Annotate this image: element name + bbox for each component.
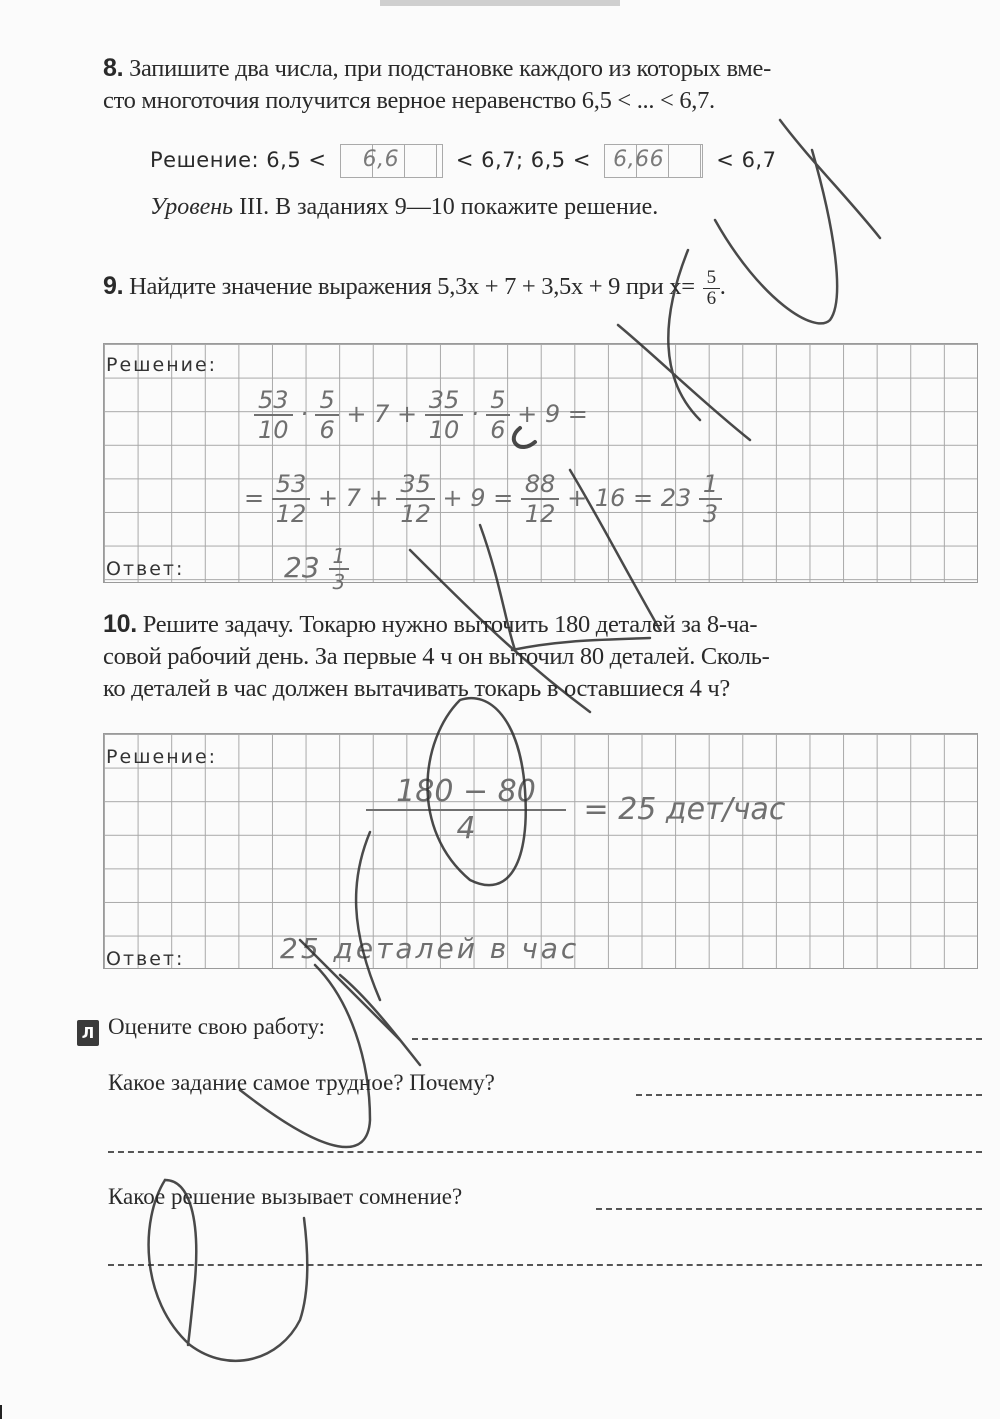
- handwritten-work: $\frac{180 - 80}{4}$ = 25 дет/час: [366, 774, 785, 846]
- task-text-line: Решите задачу. Токарю нужно выточить 180 деталей за 8-ча-: [142, 611, 758, 638]
- level-heading: [150, 194, 658, 221]
- task-text: Найдите значение выражения 5,3x + 7 + 3,5x + 9 при x=: [129, 273, 695, 301]
- level-text: III. В заданиях 9—10 покажите решение.: [239, 194, 659, 220]
- handwritten-answer-2: 6,66: [613, 147, 665, 172]
- task-text-line: сто многоточия получится верное неравенство 6,5 < ... < 6,7.: [103, 87, 715, 114]
- answer-line-4[interactable]: [596, 1208, 982, 1210]
- answer-line-1[interactable]: [412, 1038, 982, 1040]
- handwritten-work-line-2: = $\frac{53}{12}$ + 7 + $\frac{35}{12}$ + 9 = $\frac{88}{12}$ + 16 = 23 $\frac{1}{3}$: [244, 470, 722, 528]
- inequality-middle: < 6,7; 6,5 <: [455, 148, 591, 172]
- level-label: Уровень: [150, 194, 234, 220]
- answer-line-2[interactable]: [636, 1094, 982, 1096]
- task-text-line: совой рабочий день. За первые 4 ч он выточил 80 деталей. Сколь-: [103, 643, 770, 670]
- reflection-question-1: Оцените свою работу:: [108, 1014, 326, 1039]
- answer-label: Ответ:: [106, 948, 185, 970]
- answer-box-1[interactable]: [340, 144, 443, 178]
- reflection-question-2: Какое задание самое трудное? Почему?: [108, 1070, 495, 1095]
- task-8-statement: [103, 52, 983, 117]
- task-8-solution: [150, 144, 776, 178]
- task-number: 9.: [103, 272, 124, 301]
- answer-line-5[interactable]: [108, 1264, 982, 1266]
- solution-label: Решение:: [106, 746, 218, 768]
- handwritten-answer: 25 деталей в час: [280, 932, 580, 965]
- answer-line-3[interactable]: [108, 1151, 982, 1153]
- scan-top-edge: [380, 0, 620, 6]
- task-number: 8.: [103, 54, 124, 82]
- handwritten-work-line-1: $\frac{53}{10}$ · $\frac{5}{6}$ + 7 + $\frac{35}{10}$ · $\frac{5}{6}$ + 9 =: [254, 386, 588, 444]
- answer-label: Ответ:: [106, 558, 185, 580]
- task-10-statement: [103, 608, 983, 705]
- inequality-right: < 6,7: [716, 148, 777, 172]
- handwritten-answer: 23 $\frac{1}{3}$: [284, 544, 349, 594]
- inequality-left: 6,5 <: [266, 148, 327, 172]
- reflection-question-3: Какое решение вызывает сомнение?: [108, 1184, 463, 1209]
- task-text-line: Запишите два числа, при подстановке каждого из которых вме-: [129, 55, 771, 82]
- task-number: 10.: [103, 610, 137, 638]
- self-assessment-icon: Л: [77, 1020, 99, 1046]
- handwritten-answer-1: 6,6: [362, 147, 400, 172]
- x-value-fraction: $\frac{5}{6}$: [703, 268, 720, 309]
- task-10-solution-grid[interactable]: [103, 733, 978, 969]
- solution-label: Решение:: [150, 148, 260, 172]
- answer-box-2[interactable]: [604, 144, 703, 178]
- task-text-line: ко деталей в час должен вытачивать токарь в оставшиеся 4 ч?: [103, 675, 730, 702]
- task-9-solution-grid[interactable]: [103, 343, 978, 594]
- solution-label: Решение:: [106, 354, 218, 376]
- task-9-statement: 9. Найдите значение выражения 5,3x + 7 + 3,5x + 9 при x= $\frac{5}{6}$ .: [103, 267, 726, 309]
- scan-edge-mark: [0, 1405, 2, 1419]
